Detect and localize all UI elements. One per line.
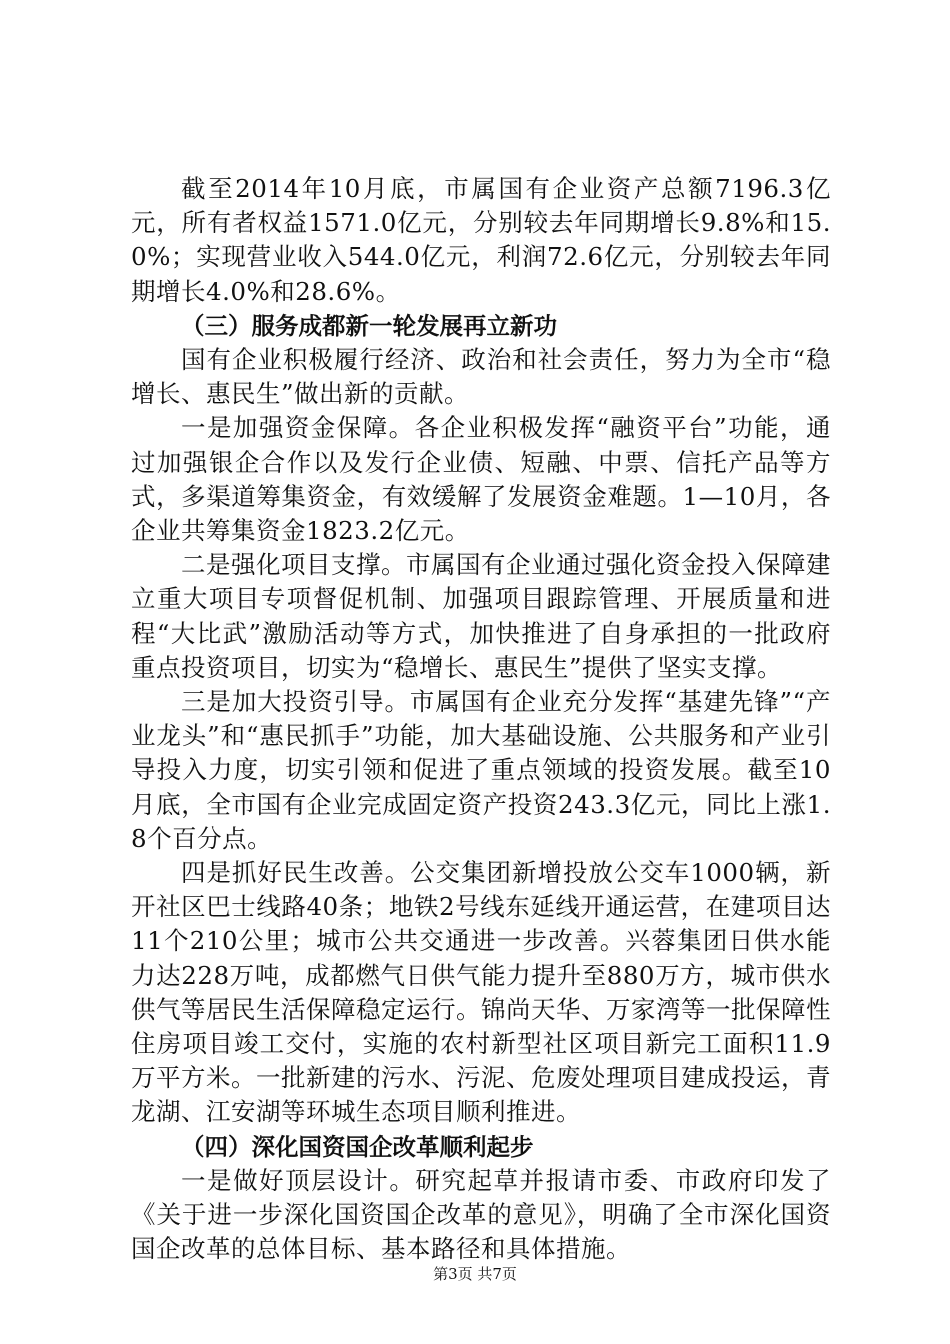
paragraph-assets-summary: 截至2014年10月底，市属国有企业资产总额7196.3亿元，所有者权益1571.0亿元，分别较去年同期增长9.8%和15.0%；实现营业收入544.0亿元，利润72.6亿元，分别较去年同期增长4.0%和28.6%。 (131, 174, 831, 306)
document-body (131, 172, 831, 1267)
paragraph-livelihood: 四是抓好民生改善。公交集团新增投放公交车1000辆，新开社区巴士线路40条；地铁2号线东延线开通运营，在建项目达11个210公里；城市公共交通进一步改善。兴蓉集团日供水能力达228万吨，成都燃气日供气能力提升至880万方，城市供水供气等居民生活保障稳定运行。锦尚天华、万家湾等一批保障性住房项目竣工交付，实施的农村新型社区项目新完工面积11.9万平方米。一批新建的污水、污泥、危废处理项目建成投运，青龙湖、江安湖等环城生态项目顺利推进。 (131, 858, 831, 1127)
paragraph-funding: 一是加强资金保障。各企业积极发挥“融资平台”功能，通过加强银企合作以及发行企业债、短融、中票、信托产品等方式，多渠道筹集资金，有效缓解了发展资金难题。1—10月，各企业共筹集资金1823.2亿元。 (131, 413, 831, 546)
paragraph-top-design: 一是做好顶层设计。研究起草并报请市委、市政府印发了《关于进一步深化国资国企改革的意见》，明确了全市深化国资国企改革的总体目标、基本路径和具体措施。 (131, 1165, 831, 1264)
section-heading-3: （三）服务成都新一轮发展再立新功 (181, 311, 557, 340)
paragraph-responsibility: 国有企业积极履行经济、政治和社会责任，努力为全市“稳增长、惠民生”做出新的贡献。 (131, 345, 831, 409)
paragraph-investment: 三是加大投资引导。市属国有企业充分发挥“基建先锋”“产业龙头”和“惠民抓手”功能，加大基础设施、公共服务和产业引导投入力度，切实引领和促进了重点领域的投资发展。截至10月底，全市国有企业完成固定资产投资243.3亿元，同比上涨1.8个百分点。 (131, 687, 831, 853)
page-footer: 第3页 共7页 (433, 1265, 517, 1283)
paragraph-projects: 二是强化项目支撑。市属国有企业通过强化资金投入保障建立重大项目专项督促机制、加强项目跟踪管理、开展质量和进程“大比武”激励活动等方式，加快推进了自身承担的一批政府重点投资项目，切实为“稳增长、惠民生”提供了坚实支撑。 (131, 550, 831, 682)
section-heading-4: （四）深化国资国企改革顺利起步 (181, 1132, 534, 1161)
